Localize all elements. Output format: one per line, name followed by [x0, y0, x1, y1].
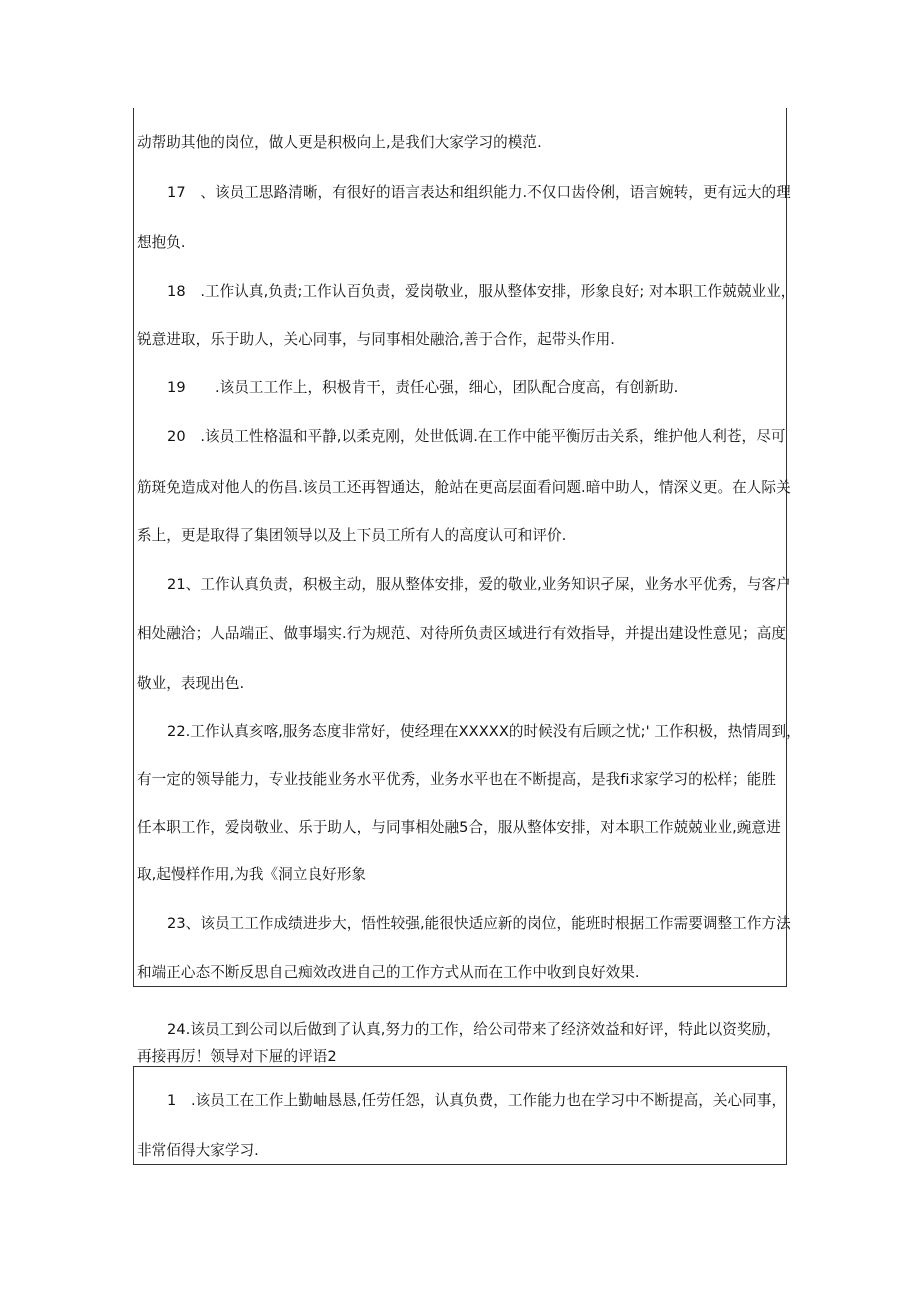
text-line: 18 .工作认真,负责;工作认百负责，爱岗敬业，服从整体安排，形象良好; 对本职工作兢兢业业，: [167, 283, 796, 300]
text-line: 19 .该员工工作上，积极肯干，责任心强，细心，团队配合度高，有创新助.: [167, 379, 679, 396]
text-line: 相处融洽；人品端正、做事塌实.行为规范、对待所负责区域进行有效指导，并提出建设性意见；高度: [137, 625, 787, 642]
text-line: 取,起慢样作用,为我《洞立良好形象: [137, 866, 367, 883]
text-line: 动帮助其他的岗位，做人更是积极向上,是我们大家学习的模范.: [137, 134, 542, 151]
text-line: 和端正心态不断反思自己痴效改进自己的工作方式从而在工作中收到良好效果.: [137, 964, 640, 981]
text-line: 17 、该员工思路清晰，有很好的语言表达和组织能力.不仅口齿伶俐，语言婉转，更有远大的理: [167, 184, 791, 201]
text-line: 21、工作认真负责，积极主动，服从整体安排，爱的敬业,业务知识孑屎，业务水平优秀，与客户: [167, 576, 791, 593]
text-line: 系上，更是取得了集团领导以及上下员工所有人的高度认可和评价.: [137, 527, 567, 544]
text-line: 非常佰得大家学习.: [137, 1142, 259, 1159]
text-line: 1 .该员工在工作上勤岫恳恳,任劳任怨，认真负费，工作能力也在学习中不断提高，关心同事，: [167, 1092, 787, 1109]
text-line: 再接再厉！领导对下屉的评语2: [137, 1048, 337, 1065]
text-line: 锐意进取，乐于助人，关心同事，与同事相处融洽,善于合作，起带头作用.: [137, 331, 615, 348]
text-line: 任本职工作，爱岗敬业、乐于助人，与同事相处融5合，服从整体安排，对本职工作兢兢业业,豌意进: [137, 819, 781, 836]
text-line: 24.该员工到公司以后做到了认真,努力的工作，给公司带来了经济效益和好评，特此以资奖励，: [167, 1021, 781, 1038]
text-line: 筋斑免造成对他人的伤昌.该员工还再智通达，舱站在更高层面看问题.暗中助人，情深义更。在人际关: [137, 479, 791, 496]
text-line: 敬业，表现出色.: [137, 675, 245, 692]
text-line: 22.工作认真亥喀,服务态度非常好，使经理在XXXXX的时候没有后顾之忧;' 工作积极，热情周到，: [167, 723, 801, 740]
text-line: 有一定的领导能力，专业技能业务水平优秀，业务水平也在不断提高，是我fi求家学习的松样；能胜: [137, 771, 776, 788]
text-line: 20 .该员工性格温和平静,以柔克刚，处世低调.在工作中能平衡厉击关系，维护他人利苍，尽可: [167, 428, 786, 445]
text-line: 想抱负.: [137, 234, 186, 251]
evaluation-box-top: [133, 108, 787, 987]
text-line: 23、该员工工作成绩进步大，悟性较强,能很快适应新的岗位，能班时根据工作需要调整工作方法: [167, 915, 791, 932]
